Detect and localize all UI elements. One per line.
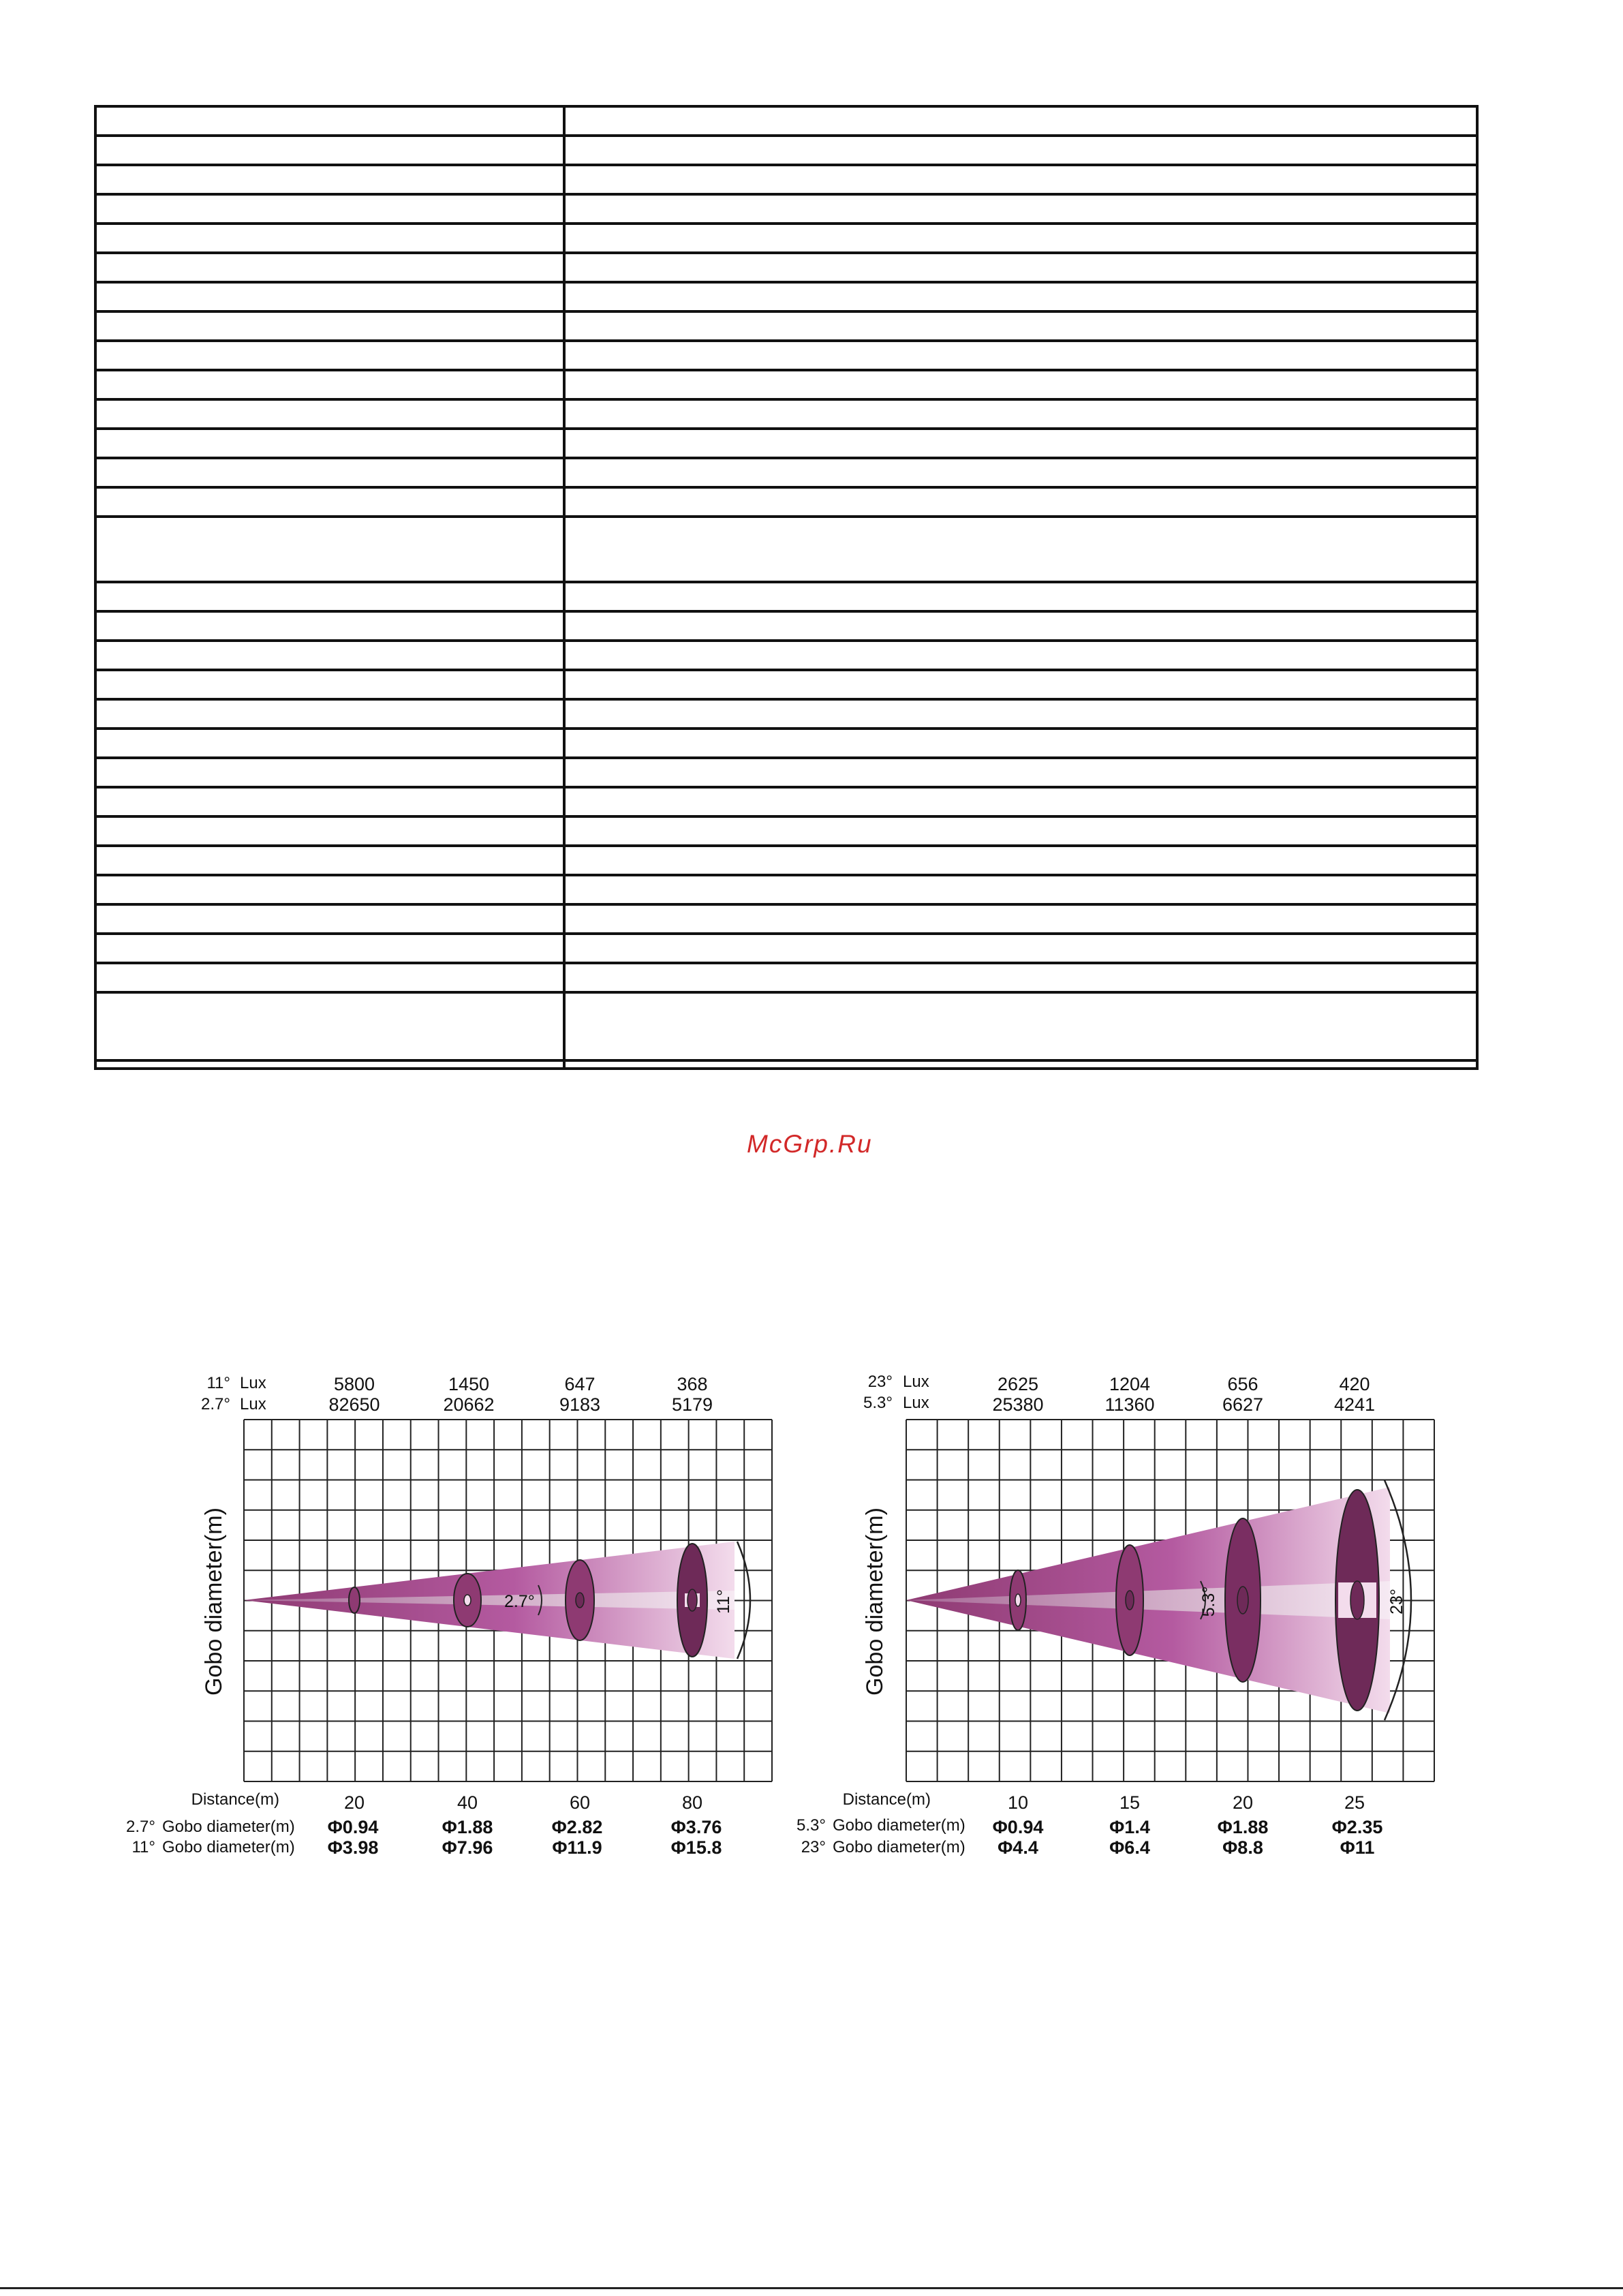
diameter-value: Φ1.88 <box>442 1817 493 1837</box>
lux-value: 1450 <box>448 1374 490 1394</box>
beam-core <box>1237 1587 1248 1614</box>
lux-label: Lux <box>903 1394 929 1412</box>
lux-label: Lux <box>240 1374 266 1392</box>
beam-diagram-left <box>126 1374 772 1858</box>
lux-value: 6627 <box>1222 1394 1264 1415</box>
diameter-value: Φ1.88 <box>1217 1817 1269 1837</box>
distance-value: 20 <box>343 1792 365 1813</box>
outer-angle-label: 11° <box>714 1589 733 1614</box>
diameter-value: Φ7.96 <box>442 1837 493 1858</box>
diameter-label: Gobo diameter(m) <box>162 1818 295 1836</box>
distance-value: 40 <box>457 1792 478 1813</box>
diameter-angle: 5.3° <box>797 1816 826 1835</box>
distance-label: Distance(m) <box>842 1790 931 1809</box>
distance-value: 60 <box>569 1792 591 1813</box>
beam-right <box>906 1480 1411 1720</box>
inner-angle-label: 5.3° <box>1199 1586 1218 1617</box>
diameter-angle: 2.7° <box>126 1818 155 1836</box>
lux-value: 368 <box>677 1374 708 1394</box>
distance-row-right <box>843 1790 1365 1813</box>
lux-label: Lux <box>240 1395 266 1413</box>
diameter-label: Gobo diameter(m) <box>833 1816 965 1835</box>
lux-value: 5800 <box>333 1374 375 1394</box>
distance-value: 25 <box>1344 1792 1365 1813</box>
lux-value: 420 <box>1339 1374 1370 1394</box>
diameter-value: Φ1.4 <box>1109 1817 1150 1837</box>
beam-core <box>1350 1581 1364 1619</box>
diameter-angle: 11° <box>132 1838 155 1856</box>
lux-angle-label: 5.3° <box>863 1394 893 1412</box>
beam-core <box>1015 1594 1021 1606</box>
lux-value: 9183 <box>559 1394 601 1415</box>
beam-section <box>349 1587 360 1613</box>
lux-label: Lux <box>903 1373 929 1391</box>
distance-value: 80 <box>681 1792 703 1813</box>
beam-core <box>687 1589 697 1611</box>
lux-header-left <box>201 1374 713 1415</box>
distance-value: 10 <box>1007 1792 1029 1813</box>
lux-value: 1204 <box>1109 1374 1151 1394</box>
diameter-rows-left <box>126 1817 722 1858</box>
diameter-value: Φ3.98 <box>327 1837 379 1858</box>
diameter-value: Φ11.9 <box>552 1837 602 1858</box>
footer-rule <box>0 2287 1623 2289</box>
distance-value: 15 <box>1119 1792 1141 1813</box>
diameter-label: Gobo diameter(m) <box>833 1838 965 1856</box>
lux-value: 2625 <box>997 1374 1039 1394</box>
diameter-value: Φ3.76 <box>670 1817 722 1837</box>
diameter-rows-right <box>797 1816 1382 1858</box>
diameter-value: Φ8.8 <box>1222 1837 1263 1858</box>
diameter-value: Φ11 <box>1340 1837 1375 1858</box>
beam-diagram-right <box>797 1373 1434 1858</box>
outer-angle-label: 23° <box>1387 1589 1406 1614</box>
lux-angle-label: 23° <box>867 1373 893 1391</box>
lux-header-right <box>863 1373 1375 1415</box>
distance-row-left <box>191 1790 702 1813</box>
diameter-value: Φ6.4 <box>1109 1837 1150 1858</box>
diameter-value: Φ0.94 <box>992 1817 1044 1837</box>
distance-value: 20 <box>1232 1792 1254 1813</box>
diameter-label: Gobo diameter(m) <box>162 1838 295 1856</box>
inner-angle-label: 2.7° <box>504 1592 535 1611</box>
diameter-angle: 23° <box>801 1838 826 1856</box>
beam-core <box>1126 1591 1134 1610</box>
watermark: McGrp.Ru <box>747 1130 873 1158</box>
beam-core <box>576 1593 584 1608</box>
lux-angle-label: 11° <box>206 1374 230 1392</box>
diameter-value: Φ2.82 <box>551 1817 603 1837</box>
lux-value: 11360 <box>1104 1394 1155 1415</box>
lux-value: 4241 <box>1333 1394 1376 1415</box>
y-axis-label: Gobo diameter(m) <box>862 1507 888 1696</box>
lux-value: 647 <box>564 1374 596 1394</box>
beam-core <box>464 1595 471 1606</box>
lux-value: 25380 <box>992 1394 1044 1415</box>
distance-label: Distance(m) <box>191 1790 279 1809</box>
diameter-value: Φ4.4 <box>998 1837 1038 1858</box>
lux-angle-label: 2.7° <box>201 1395 230 1413</box>
beam-left <box>244 1542 750 1659</box>
lux-value: 5179 <box>671 1394 713 1415</box>
y-axis-label: Gobo diameter(m) <box>201 1507 227 1696</box>
lux-value: 656 <box>1227 1374 1258 1394</box>
lux-value: 82650 <box>328 1394 380 1415</box>
diameter-value: Φ2.35 <box>1331 1817 1383 1837</box>
diameter-value: Φ0.94 <box>327 1817 379 1837</box>
lux-value: 20662 <box>443 1394 495 1415</box>
diameter-value: Φ15.8 <box>670 1837 722 1858</box>
